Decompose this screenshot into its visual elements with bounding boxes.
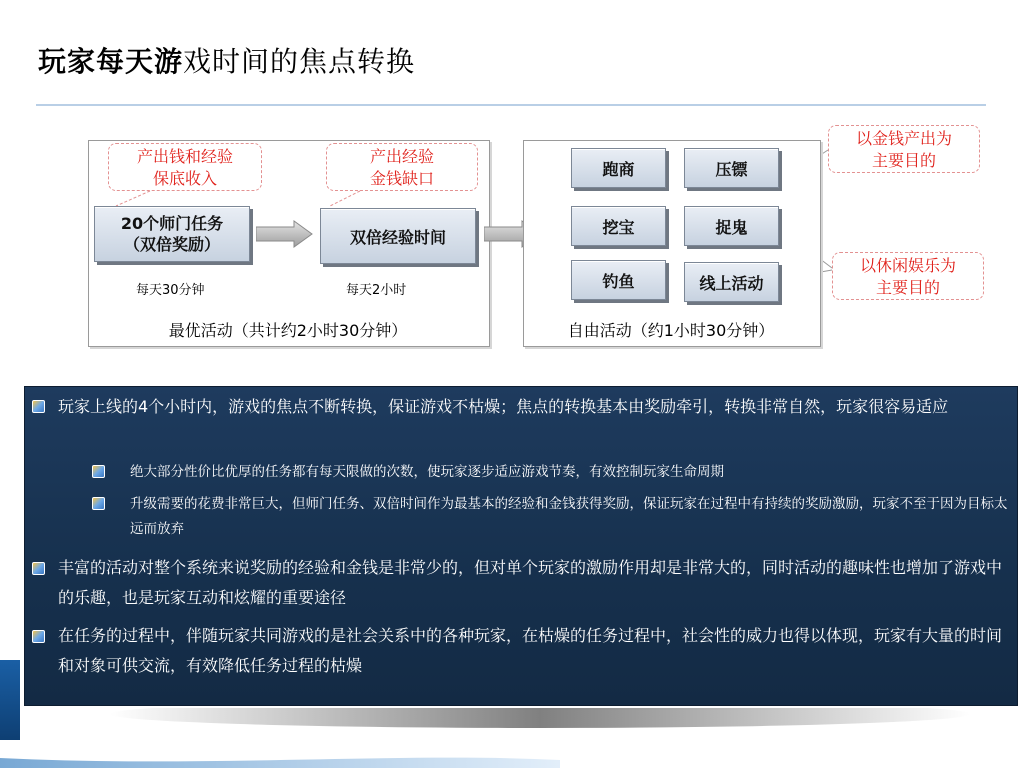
master-task-button[interactable]: [94, 206, 250, 262]
callout-line: 产出钱和经验: [136, 147, 233, 166]
activity-button-treasure[interactable]: [571, 206, 666, 246]
activity-button-fishing[interactable]: [571, 260, 666, 300]
bullet-text: 丰富的活动对整个系统来说奖励的经验和金钱是非常少的，但对单个玩家的激励作用却是非常大的，同时活动的趣味性也增加了游戏中的乐趣，也是玩家互动和炫耀的重要途径: [58, 558, 1003, 607]
bullet-icon: [32, 630, 45, 643]
master-task-sublabel: （双倍奖励）: [123, 235, 220, 254]
activity-label: 钓鱼: [602, 271, 635, 291]
master-task-label: 20个师门任务: [120, 214, 224, 233]
callout-line: 以金钱产出为: [855, 129, 952, 148]
left-accent-bar: [0, 660, 20, 740]
free-activity-caption: 自由活动（约1小时30分钟）: [567, 321, 775, 340]
activity-label: 跑商: [602, 159, 635, 179]
double-exp-button[interactable]: [320, 208, 476, 264]
bullet-icon: [32, 400, 45, 413]
decorative-footer-wave: [0, 708, 1024, 768]
arrow-right-icon: [256, 220, 314, 248]
callout-line: 产出经验: [369, 147, 434, 166]
activity-label: 捉鬼: [715, 217, 748, 237]
optimal-activity-caption: 最优活动（共计约2小时30分钟）: [168, 321, 408, 340]
activity-label: 挖宝: [602, 217, 635, 237]
activity-label: 线上活动: [699, 273, 764, 293]
double-exp-label: 双倍经验时间: [349, 227, 446, 247]
time-label-2h: 每天2小时: [346, 283, 407, 298]
activity-button-escort[interactable]: [684, 148, 779, 188]
sub-bullet-text: 绝大部分性价比优厚的任务都有每天限做的次数，使玩家逐步适应游戏节奏，有效控制玩家生命周期: [130, 464, 724, 480]
bullet-icon: [32, 562, 45, 575]
page-title-bold: 玩家每天游: [38, 45, 184, 78]
callout-line: 金钱缺口: [369, 169, 434, 188]
callout-line: 以休闲娱乐为: [859, 256, 956, 275]
bullet-text: 玩家上线的4个小时内，游戏的焦点不断转换，保证游戏不枯燥；焦点的转换基本由奖励牵引，转换非常自然，玩家很容易适应: [58, 397, 949, 416]
callout-leisure-purpose: [832, 252, 984, 300]
callout-line: 主要目的: [875, 278, 940, 297]
callout-money-purpose: [828, 125, 980, 173]
activity-label: 压镖: [715, 159, 748, 179]
activity-button-ghost[interactable]: [684, 206, 779, 246]
bullet-icon: [92, 465, 105, 478]
sub-bullet-text: 升级需要的花费非常巨大，但师门任务、双倍时间作为最基本的经验和金钱获得奖励，保证玩家在过程中有持续的奖励激励，玩家不至于因为目标太远而放弃: [130, 496, 1008, 537]
activity-button-online[interactable]: [684, 262, 779, 302]
activity-button-trade[interactable]: [571, 148, 666, 188]
page-title-rest: 戏时间的焦点转换: [183, 45, 416, 78]
bullet-icon: [92, 497, 105, 510]
bullet-text: 在任务的过程中，伴随玩家共同游戏的是社会关系中的各种玩家，在枯燥的任务过程中，社会性的威力也得以体现，玩家有大量的时间和对象可供交流，有效降低任务过程的枯燥: [58, 626, 1003, 675]
time-label-30min: 每天30分钟: [136, 283, 205, 298]
callout-line: 主要目的: [871, 151, 936, 170]
callout-line: 保底收入: [152, 169, 217, 188]
